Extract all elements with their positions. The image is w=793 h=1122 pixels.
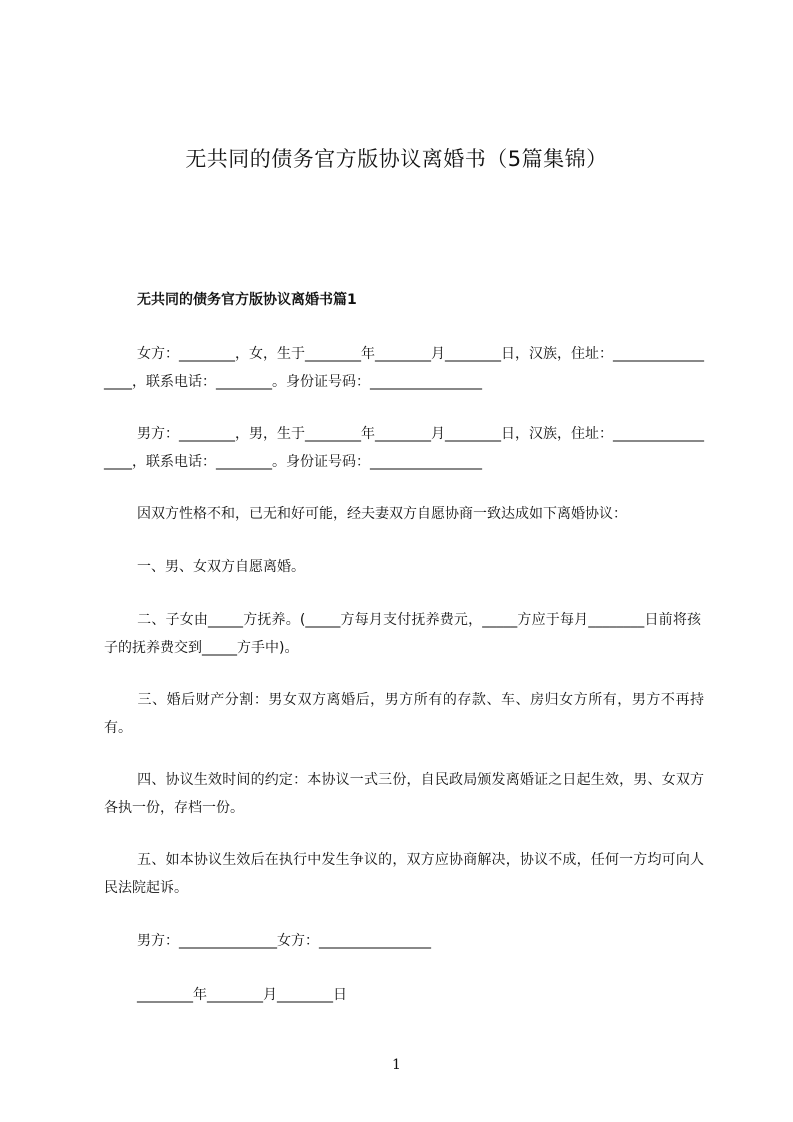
date-line xyxy=(104,981,704,1009)
paragraph-text: 男方：______________女方：________________ xyxy=(137,933,431,949)
paragraph-text: 因双方性格不和，已无和好可能，经夫妻双方自愿协商一致达成如下离婚协议： xyxy=(137,506,627,522)
paragraph-text: 男方：________，男，生于________年________月________日，汉族，住址：_________________，联系电话：________。身份证号码：________________ xyxy=(104,426,704,470)
paragraph-female-party xyxy=(104,340,704,396)
paragraph-clause-5 xyxy=(104,846,704,902)
paragraph-clause-1 xyxy=(104,553,704,581)
paragraph-agreement-intro xyxy=(104,500,704,528)
paragraph-clause-3 xyxy=(104,686,704,742)
signature-line xyxy=(104,927,704,955)
paragraph-text: 女方：________，女，生于________年________月________日，汉族，住址：_________________，联系电话：________。身份证号码：________________ xyxy=(104,346,704,390)
paragraph-text: ________年________月________日 xyxy=(137,987,347,1003)
paragraph-clause-4 xyxy=(104,766,704,822)
paragraph-clause-2 xyxy=(104,606,701,662)
section-heading: 无共同的债务官方版协议离婚书篇1 xyxy=(137,292,357,308)
paragraph-text: 四、协议生效时间的约定：本协议一式三份，自民政局颁发离婚证之日起生效，男、女双方各执一份，存档一份。 xyxy=(104,772,704,816)
paragraph-male-party xyxy=(104,420,704,476)
paragraph-text: 三、婚后财产分割：男女双方离婚后，男方所有的存款、车、房归女方所有，男方不再持有。 xyxy=(104,692,704,736)
paragraph-text: 五、如本协议生效后在执行中发生争议的，双方应协商解决，协议不成，任何一方均可向人民法院起诉。 xyxy=(104,852,704,896)
document-title: 无共同的债务官方版协议离婚书（5篇集锦） xyxy=(185,147,608,171)
paragraph-text: 二、子女由_____方抚养。(_____方每月支付抚养费元，_____方应于每月________日前将孩子的抚养费交到_____方手中)。 xyxy=(104,612,701,656)
paragraph-text: 一、男、女双方自愿离婚。 xyxy=(137,559,305,575)
page-number: 1 xyxy=(392,1057,401,1073)
